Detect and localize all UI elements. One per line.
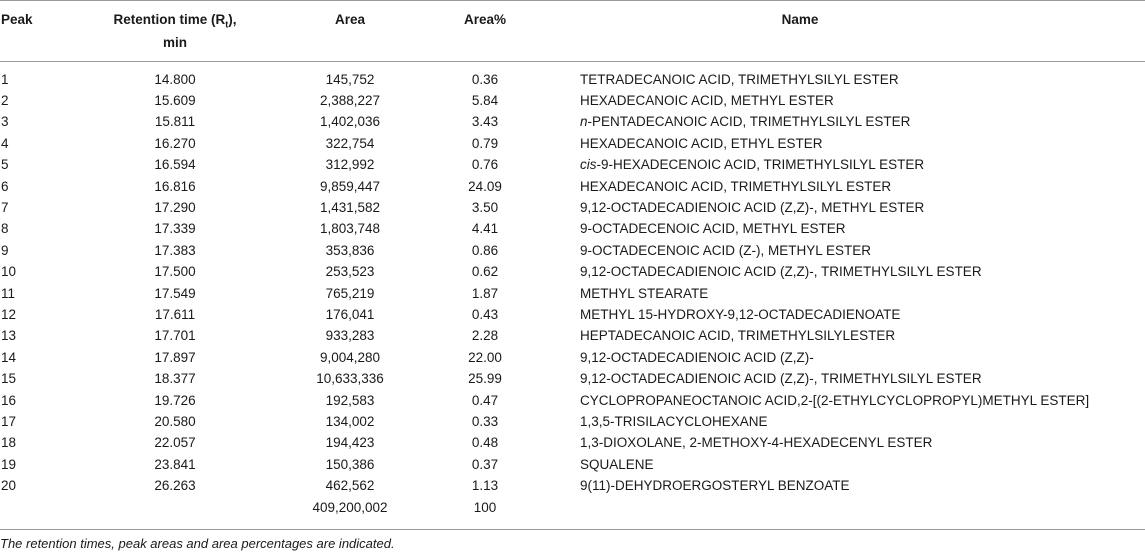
- area-cell: 933,283: [325, 328, 375, 344]
- area-percent-cell: 0.43: [471, 306, 499, 322]
- top-rule: [0, 0, 1145, 1]
- name-cell: [580, 69, 899, 90]
- name-cell: [580, 347, 814, 368]
- table-row: [0, 368, 1145, 389]
- header-name: Name: [781, 12, 819, 27]
- name-text: 1,3-DIOXOLANE, 2-METHOXY-4-HEXADECENYL ESTER: [580, 435, 933, 451]
- header-area-percent: Area%: [463, 12, 507, 27]
- name-cell: [580, 90, 834, 111]
- name-italic-prefix: cis: [580, 157, 597, 173]
- name-text: 9-OCTADECENOIC ACID (Z-), METHYL ESTER: [580, 242, 872, 258]
- name-cell: [580, 368, 982, 389]
- table-row: [0, 325, 1145, 346]
- peak-cell: 14: [1, 349, 17, 365]
- table-row: [0, 283, 1145, 304]
- retention-time-cell: 17.339: [154, 221, 196, 237]
- retention-time-cell: 16.816: [154, 178, 196, 194]
- area-cell: 2,388,227: [319, 92, 381, 108]
- header-rt-unit: min: [162, 34, 187, 50]
- area-percent-cell: 24.09: [468, 178, 502, 194]
- table-row: [0, 218, 1145, 239]
- retention-time-cell: 22.057: [154, 435, 196, 451]
- table-row: [0, 240, 1145, 261]
- name-text: -9-HEXADECENOIC ACID, TRIMETHYLSILYL ESTER: [596, 157, 925, 173]
- area-percent-cell: 5.84: [471, 92, 499, 108]
- peak-cell: 5: [1, 157, 9, 173]
- table-row: [0, 475, 1145, 496]
- name-cell: [580, 176, 891, 197]
- area-cell: 253,523: [325, 264, 375, 280]
- table-footnote: The retention times, peak areas and area percentages are indicated.: [0, 536, 395, 551]
- area-percent-cell: 1.87: [471, 285, 499, 301]
- area-cell: 9,004,280: [319, 349, 381, 365]
- name-text: METHYL STEARATE: [580, 285, 709, 301]
- area-cell: 145,752: [325, 71, 375, 87]
- name-cell: [580, 261, 982, 282]
- retention-time-cell: 19.726: [154, 392, 196, 408]
- area-percent-cell: 22.00: [468, 349, 502, 365]
- name-text: 9,12-OCTADECADIENOIC ACID (Z,Z)-, TRIMETHYLSILYL ESTER: [580, 371, 982, 387]
- retention-time-cell: 18.377: [154, 371, 196, 387]
- peak-cell: 19: [1, 456, 17, 472]
- total-area: 409,200,002: [312, 499, 388, 515]
- name-text: TETRADECANOIC ACID, TRIMETHYLSILYL ESTER: [580, 71, 899, 87]
- area-percent-cell: 0.33: [471, 413, 499, 429]
- area-percent-cell: 1.13: [471, 478, 499, 494]
- area-cell: 194,423: [325, 435, 375, 451]
- table-row: [0, 304, 1145, 325]
- name-text: HEPTADECANOIC ACID, TRIMETHYLSILYLESTER: [580, 328, 896, 344]
- peak-cell: 1: [1, 71, 9, 87]
- peak-cell: 18: [1, 435, 17, 451]
- peak-cell: 15: [1, 371, 17, 387]
- peak-cell: 17: [1, 413, 17, 429]
- area-percent-cell: 0.79: [471, 135, 499, 151]
- table-row: [0, 454, 1145, 475]
- retention-time-cell: 17.383: [154, 242, 196, 258]
- header-rt-close: ),: [228, 12, 237, 27]
- name-text: 9(11)-DEHYDROERGOSTERYL BENZOATE: [580, 478, 850, 494]
- area-percent-cell: 0.86: [471, 242, 499, 258]
- peak-cell: 13: [1, 328, 17, 344]
- peak-cell: 16: [1, 392, 17, 408]
- area-percent-cell: 25.99: [468, 371, 502, 387]
- name-text: 9,12-OCTADECADIENOIC ACID (Z,Z)-: [580, 349, 814, 365]
- header-rule: [0, 61, 1145, 62]
- area-cell: 1,431,582: [319, 199, 381, 215]
- header-peak: Peak: [1, 12, 33, 27]
- name-cell: [580, 218, 846, 239]
- area-cell: 462,562: [325, 478, 375, 494]
- retention-time-cell: 14.800: [154, 71, 196, 87]
- peak-cell: 7: [1, 199, 9, 215]
- bottom-rule: [0, 529, 1145, 530]
- table-row: [0, 432, 1145, 453]
- table-row: [0, 197, 1145, 218]
- area-cell: 765,219: [325, 285, 375, 301]
- area-percent-cell: 2.28: [471, 328, 499, 344]
- total-area-percent: 100: [473, 499, 497, 515]
- name-cell: [580, 454, 654, 475]
- table-row: [0, 261, 1145, 282]
- table-row: [0, 411, 1145, 432]
- area-cell: 1,803,748: [319, 221, 381, 237]
- area-percent-cell: 3.50: [471, 199, 499, 215]
- retention-time-cell: 17.549: [154, 285, 196, 301]
- retention-time-cell: 17.500: [154, 264, 196, 280]
- retention-time-cell: 16.270: [154, 135, 196, 151]
- header-rt-text: Retention time (R: [113, 12, 226, 27]
- name-cell: [580, 325, 895, 346]
- area-percent-cell: 0.62: [471, 264, 499, 280]
- area-cell: 134,002: [325, 413, 375, 429]
- area-cell: 9,859,447: [319, 178, 381, 194]
- name-text: 9-OCTADECENOIC ACID, METHYL ESTER: [580, 221, 846, 237]
- peak-cell: 3: [1, 114, 9, 130]
- area-cell: 192,583: [325, 392, 375, 408]
- area-cell: 176,041: [325, 306, 375, 322]
- table-row: [0, 176, 1145, 197]
- header-rt-subscript: t: [225, 19, 229, 30]
- table-row: [0, 390, 1145, 411]
- area-percent-cell: 0.36: [471, 71, 499, 87]
- area-cell: 312,992: [325, 157, 375, 173]
- peak-cell: 4: [1, 135, 9, 151]
- name-cell: [580, 154, 924, 175]
- name-cell: [580, 111, 910, 132]
- area-percent-cell: 4.41: [471, 221, 499, 237]
- peak-cell: 11: [1, 285, 16, 301]
- area-cell: 10,633,336: [316, 371, 384, 387]
- name-cell: [580, 304, 900, 325]
- area-percent-cell: 0.47: [471, 392, 499, 408]
- retention-time-cell: 16.594: [154, 157, 196, 173]
- table-row: [0, 154, 1145, 175]
- name-text: HEXADECANOIC ACID, TRIMETHYLSILYL ESTER: [580, 178, 892, 194]
- retention-time-cell: 17.701: [154, 328, 196, 344]
- name-text: SQUALENE: [580, 456, 654, 472]
- name-cell: [580, 197, 924, 218]
- retention-time-cell: 17.611: [154, 306, 196, 322]
- retention-time-cell: 15.609: [154, 92, 196, 108]
- table-row: [0, 133, 1145, 154]
- retention-time-cell: 26.263: [154, 478, 196, 494]
- retention-time-cell: 20.580: [154, 413, 196, 429]
- name-text: METHYL 15-HYDROXY-9,12-OCTADECADIENOATE: [580, 306, 901, 322]
- area-cell: 1,402,036: [319, 114, 381, 130]
- table-row: [0, 90, 1145, 111]
- name-text: HEXADECANOIC ACID, METHYL ESTER: [580, 92, 834, 108]
- name-cell: [580, 283, 708, 304]
- name-cell: [580, 432, 932, 453]
- retention-time-cell: 17.290: [154, 199, 196, 215]
- peak-cell: 9: [1, 242, 9, 258]
- retention-time-cell: 15.811: [154, 114, 196, 130]
- area-percent-cell: 0.76: [471, 157, 499, 173]
- header-retention-time: [95, 11, 255, 52]
- header-area: Area: [334, 12, 366, 27]
- totals-row: [0, 497, 1145, 518]
- retention-time-cell: 17.897: [154, 349, 196, 365]
- peak-cell: 12: [1, 306, 17, 322]
- area-cell: 322,754: [325, 135, 375, 151]
- peak-cell: 2: [1, 92, 9, 108]
- area-percent-cell: 0.37: [471, 456, 499, 472]
- peak-cell: 10: [1, 264, 17, 280]
- name-cell: [580, 240, 871, 261]
- name-cell: [580, 411, 768, 432]
- name-text: 9,12-OCTADECADIENOIC ACID (Z,Z)-, TRIMETHYLSILYL ESTER: [580, 264, 982, 280]
- peak-cell: 8: [1, 221, 9, 237]
- area-percent-cell: 3.43: [471, 114, 499, 130]
- name-text: CYCLOPROPANEOCTANOIC ACID,2-[(2-ETHYLCYCLOPROPYL)METHYL ESTER]: [580, 392, 1090, 408]
- name-italic-prefix: n: [580, 114, 588, 130]
- table-row: [0, 111, 1145, 132]
- name-cell: [580, 475, 850, 496]
- area-percent-cell: 0.48: [471, 435, 499, 451]
- peak-cell: 20: [1, 478, 17, 494]
- name-cell: [580, 390, 1089, 411]
- name-text: 9,12-OCTADECADIENOIC ACID (Z,Z)-, METHYL ESTER: [580, 199, 925, 215]
- name-cell: [580, 133, 823, 154]
- name-text: 1,3,5-TRISILACYCLOHEXANE: [580, 413, 768, 429]
- table-row: [0, 69, 1145, 90]
- area-cell: 353,836: [325, 242, 375, 258]
- peak-cell: 6: [1, 178, 9, 194]
- table-row: [0, 347, 1145, 368]
- retention-time-cell: 23.841: [154, 456, 196, 472]
- name-text: -PENTADECANOIC ACID, TRIMETHYLSILYL ESTER: [587, 114, 911, 130]
- area-cell: 150,386: [325, 456, 375, 472]
- name-text: HEXADECANOIC ACID, ETHYL ESTER: [580, 135, 823, 151]
